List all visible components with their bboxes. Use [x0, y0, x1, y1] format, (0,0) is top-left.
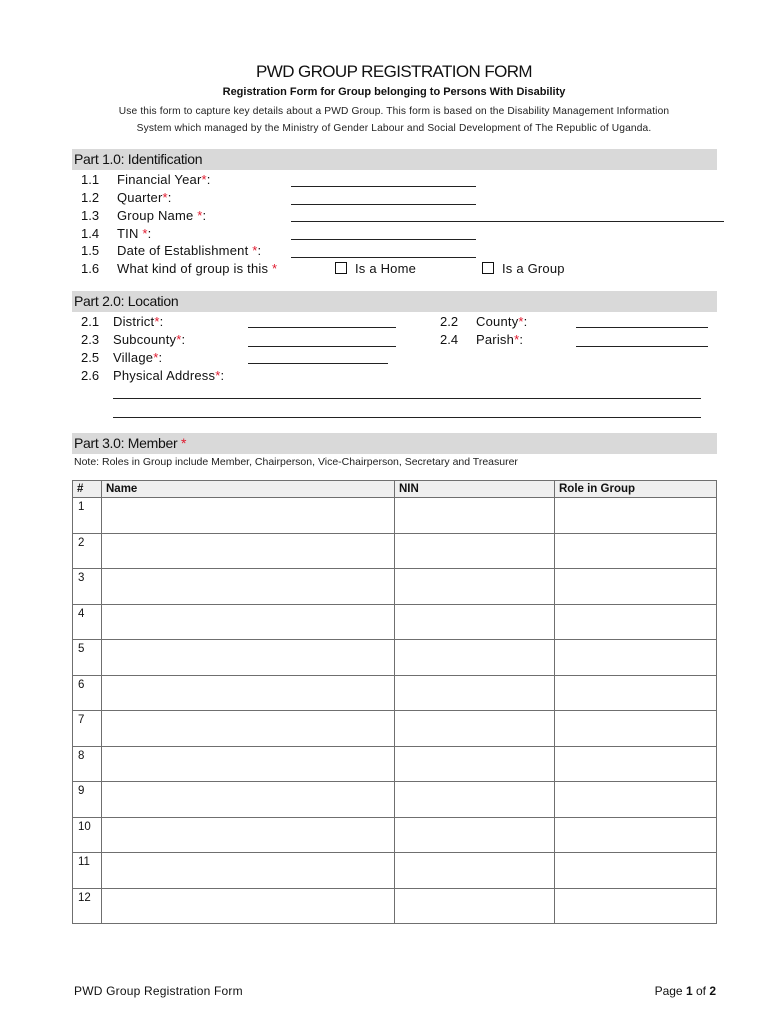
county-field[interactable] [576, 327, 708, 328]
is-a-home-checkbox[interactable] [335, 262, 347, 274]
parish-field[interactable] [576, 346, 708, 347]
field-label-physical-address: Physical Address*: [113, 368, 225, 383]
item-number: 2.2 [440, 314, 459, 329]
row-number: 11 [73, 853, 102, 889]
field-label-county: County*: [476, 314, 528, 329]
item-number: 1.4 [81, 226, 100, 241]
row-number: 2 [73, 533, 102, 569]
field-label-subcounty: Subcounty*: [113, 332, 186, 347]
quarter-field[interactable] [291, 204, 476, 205]
row-number: 4 [73, 604, 102, 640]
nin-cell[interactable] [395, 782, 555, 818]
column-header-name: Name [102, 481, 395, 498]
field-label-village: Village*: [113, 350, 163, 365]
role-cell[interactable] [555, 782, 717, 818]
item-number: 1.6 [81, 261, 100, 276]
roles-note: Note: Roles in Group include Member, Chairperson, Vice-Chairperson, Secretary and Treasurer [74, 456, 518, 468]
row-number: 3 [73, 569, 102, 605]
physical-address-line-2[interactable] [113, 417, 701, 418]
part2-title: Part 2.0: Location [74, 293, 179, 309]
table-row [73, 604, 717, 640]
role-cell[interactable] [555, 640, 717, 676]
form-intro [60, 103, 728, 137]
nin-cell[interactable] [395, 569, 555, 605]
item-number: 2.1 [81, 314, 100, 329]
row-number: 6 [73, 675, 102, 711]
subcounty-field[interactable] [248, 346, 396, 347]
tin-field[interactable] [291, 239, 476, 240]
district-field[interactable] [248, 327, 396, 328]
row-number: 5 [73, 640, 102, 676]
name-cell[interactable] [102, 888, 395, 924]
role-cell[interactable] [555, 498, 717, 534]
field-label-tin: TIN *: [117, 226, 152, 241]
item-number: 2.3 [81, 332, 100, 347]
role-cell[interactable] [555, 675, 717, 711]
nin-cell[interactable] [395, 746, 555, 782]
table-row [73, 817, 717, 853]
intro-line-2: System which managed by the Ministry of Gender Labour and Social Development of The Republic of Uganda. [136, 123, 652, 134]
name-cell[interactable] [102, 782, 395, 818]
table-row [73, 569, 717, 605]
row-number: 10 [73, 817, 102, 853]
item-number: 1.5 [81, 243, 100, 258]
field-label-date-of-establishment: Date of Establishment *: [117, 243, 262, 258]
name-cell[interactable] [102, 817, 395, 853]
footer-document-name: PWD Group Registration Form [74, 984, 243, 998]
row-number: 12 [73, 888, 102, 924]
role-cell[interactable] [555, 604, 717, 640]
physical-address-line-1[interactable] [113, 398, 701, 399]
village-field[interactable] [248, 363, 388, 364]
nin-cell[interactable] [395, 711, 555, 747]
item-number: 2.6 [81, 368, 100, 383]
name-cell[interactable] [102, 604, 395, 640]
form-title: PWD GROUP REGISTRATION FORM [256, 62, 532, 81]
date-of-establishment-field[interactable] [291, 257, 476, 258]
table-row [73, 853, 717, 889]
part3-title: Part 3.0: Member * [74, 435, 187, 451]
is-a-group-checkbox[interactable] [482, 262, 494, 274]
column-header-nin: NIN [395, 481, 555, 498]
table-row [73, 640, 717, 676]
name-cell[interactable] [102, 675, 395, 711]
group-name-field[interactable] [291, 221, 724, 222]
nin-cell[interactable] [395, 888, 555, 924]
table-row [73, 888, 717, 924]
role-cell[interactable] [555, 746, 717, 782]
nin-cell[interactable] [395, 853, 555, 889]
role-cell[interactable] [555, 888, 717, 924]
table-row [73, 782, 717, 818]
role-cell[interactable] [555, 533, 717, 569]
item-number: 1.2 [81, 190, 100, 205]
form-subtitle: Registration Form for Group belonging to Persons With Disability [222, 86, 566, 98]
field-label-district: District*: [113, 314, 164, 329]
role-cell[interactable] [555, 817, 717, 853]
column-header-number: # [73, 481, 102, 498]
field-label-group-name: Group Name *: [117, 208, 207, 223]
field-label-group-kind: What kind of group is this * [117, 261, 278, 276]
name-cell[interactable] [102, 853, 395, 889]
name-cell[interactable] [102, 498, 395, 534]
is-a-home-label: Is a Home [355, 261, 417, 276]
table-row [73, 711, 717, 747]
item-number: 1.1 [81, 172, 100, 187]
nin-cell[interactable] [395, 604, 555, 640]
row-number: 8 [73, 746, 102, 782]
is-a-group-label: Is a Group [502, 261, 565, 276]
nin-cell[interactable] [395, 640, 555, 676]
field-label-quarter: Quarter*: [117, 190, 172, 205]
nin-cell[interactable] [395, 533, 555, 569]
row-number: 1 [73, 498, 102, 534]
role-cell[interactable] [555, 853, 717, 889]
item-number: 1.3 [81, 208, 100, 223]
item-number: 2.4 [440, 332, 459, 347]
name-cell[interactable] [102, 746, 395, 782]
members-table [72, 480, 717, 924]
page-number: Page 1 of 2 [654, 984, 716, 998]
row-number: 7 [73, 711, 102, 747]
table-row [73, 533, 717, 569]
name-cell[interactable] [102, 640, 395, 676]
intro-line-1: Use this form to capture key details about a PWD Group. This form is based on the Disability Management Information [118, 106, 670, 117]
item-number: 2.5 [81, 350, 100, 365]
table-header-row [73, 481, 717, 498]
part1-title: Part 1.0: Identification [74, 151, 203, 167]
name-cell[interactable] [102, 533, 395, 569]
row-number: 9 [73, 782, 102, 818]
column-header-role: Role in Group [555, 481, 717, 498]
financial-year-field[interactable] [291, 186, 476, 187]
name-cell[interactable] [102, 711, 395, 747]
field-label-financial-year: Financial Year*: [117, 172, 211, 187]
field-label-parish: Parish*: [476, 332, 524, 347]
table-row [73, 675, 717, 711]
role-cell[interactable] [555, 711, 717, 747]
table-row [73, 498, 717, 534]
nin-cell[interactable] [395, 675, 555, 711]
nin-cell[interactable] [395, 817, 555, 853]
role-cell[interactable] [555, 569, 717, 605]
nin-cell[interactable] [395, 498, 555, 534]
name-cell[interactable] [102, 569, 395, 605]
table-row [73, 746, 717, 782]
